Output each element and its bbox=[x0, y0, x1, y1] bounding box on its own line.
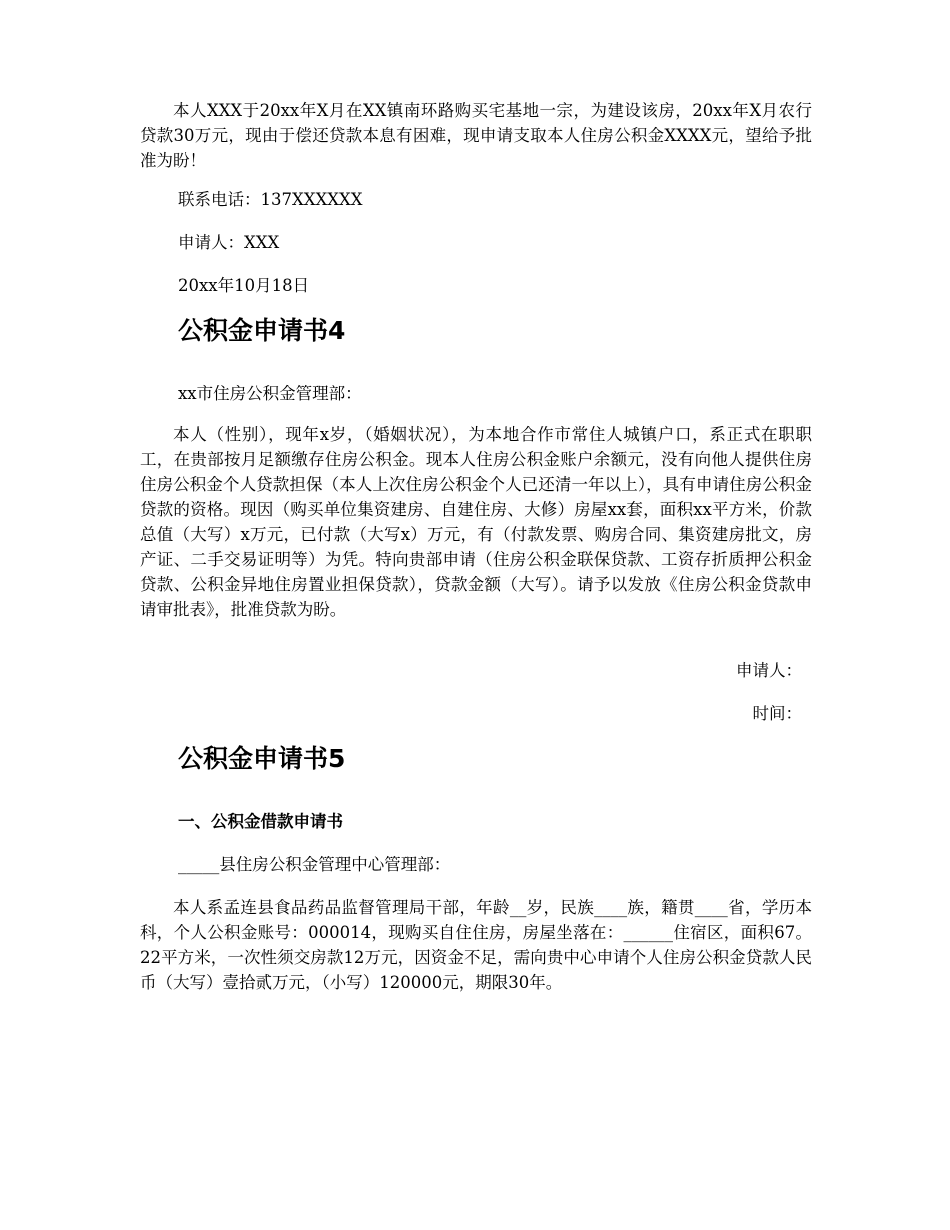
time-label: 时间： bbox=[752, 704, 802, 723]
heading-application-5: 公积金申请书5 bbox=[178, 744, 346, 773]
contact-phone: 联系电话：137XXXXXX bbox=[178, 190, 363, 209]
applicant-name: 申请人：XXX bbox=[178, 233, 280, 252]
application-date: 20xx年10月18日 bbox=[178, 276, 310, 295]
applicant-label: 申请人： bbox=[736, 661, 802, 680]
paragraph-loan-details: 本人系孟连县食品药品监督管理局干部，年龄__岁，民族____族，籍贯____省，学历本科，个人公积金账号：000014，现购买自住住房，房屋坐落在：______住宿区，面积67。22平方米，一次性须交房款12万元，因资金不足，需向贵中心申请个人住房公积金贷款人民币（大写）壹拾贰万元，（小写）120000元，期限30年。 bbox=[140, 898, 812, 992]
paragraph-loan-application: 本人（性别），现年x岁，（婚姻状况），为本地合作市常住人城镇户口，系正式在职职工，在贵部按月足额缴存住房公积金。现本人住房公积金账户余额元，没有向他人提供住房住房公积金个人贷款担保（本人上次住房公积金个人已还清一年以上），具有申请住房公积金贷款的资格。现因（购买单位集资建房、自建住房、大修）房屋xx套，面积xx平方米，价款总值（大写）x万元，已付款（大写x）万元，有（付款发票、购房合同、集资建房批文，房产证、二手交易证明等）为凭。特向贵部申请（住房公积金联保贷款、工资存折质押公积金贷款、公积金异地住房置业担保贷款），贷款金额（大写）。请予以发放《住房公积金贷款申请审批表》，批准贷款为盼。 bbox=[140, 425, 812, 619]
addressee-5: _____县住房公积金管理中心管理部： bbox=[178, 855, 451, 874]
heading-application-4: 公积金申请书4 bbox=[178, 316, 346, 345]
paragraph-withdrawal-request: 本人XXX于20xx年X月在XX镇南环路购买宅基地一宗，为建设该房，20xx年X月农行贷款30万元，现由于偿还贷款本息有困难，现申请支取本人住房公积金XXXX元，望给予批准为盼！ bbox=[140, 101, 812, 170]
subheading-loan-application: 一、公积金借款申请书 bbox=[178, 812, 343, 831]
addressee-4: xx市住房公积金管理部： bbox=[178, 384, 362, 403]
